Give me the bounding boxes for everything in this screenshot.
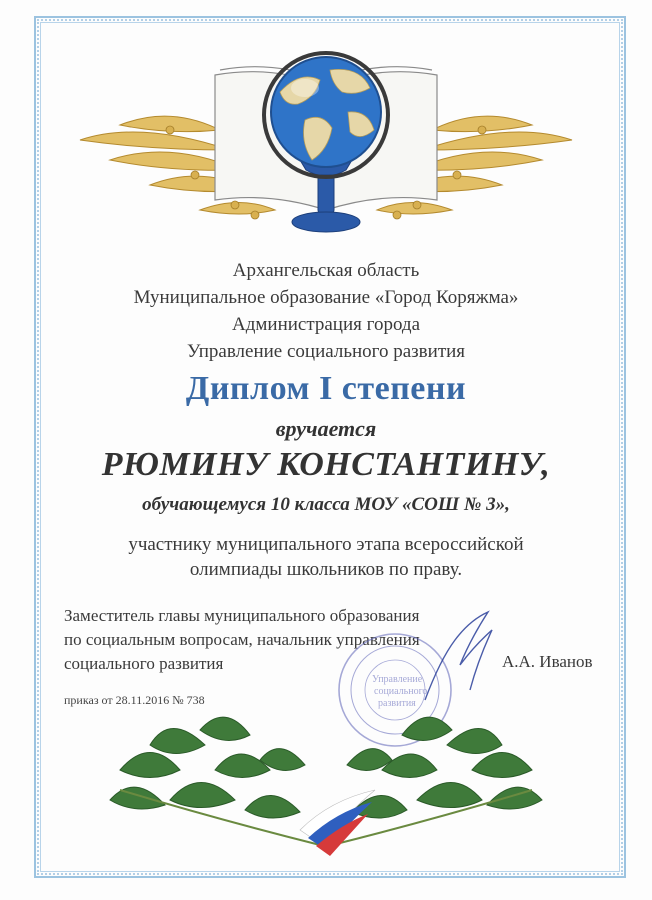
administration-line: Администрация города: [231, 314, 420, 335]
description-line-2: олимпиады школьников по праву.: [189, 559, 463, 580]
recipient-name: РЮМИНУ КОНСТАНТИНУ,: [101, 446, 551, 483]
signer-position-1: Заместитель главы муниципального образования: [64, 606, 420, 625]
stamp-text-3: развития: [378, 698, 416, 709]
region-line: Архангельская область: [232, 260, 420, 281]
awarded-label: вручается: [275, 416, 377, 441]
signer-position-2: по социальным вопросам, начальник управления: [64, 630, 420, 649]
department-line: Управление социального развития: [186, 341, 466, 362]
description-line-1: участнику муниципального этапа всероссийской: [128, 534, 524, 555]
order-reference: приказ от 28.11.2016 № 738: [64, 693, 205, 707]
school-line: обучающемуся 10 класса МОУ «СОШ № 3»,: [142, 494, 510, 515]
diploma-title: Диплом I степени: [185, 370, 467, 407]
stamp-text-1: Управление: [372, 674, 423, 685]
signer-name: А.А. Иванов: [502, 652, 593, 671]
stamp-text-2: социального: [374, 686, 428, 697]
municipality-line: Муниципальное образование «Город Коряжма»: [133, 287, 519, 308]
signer-position-3: социального развития: [64, 654, 224, 673]
